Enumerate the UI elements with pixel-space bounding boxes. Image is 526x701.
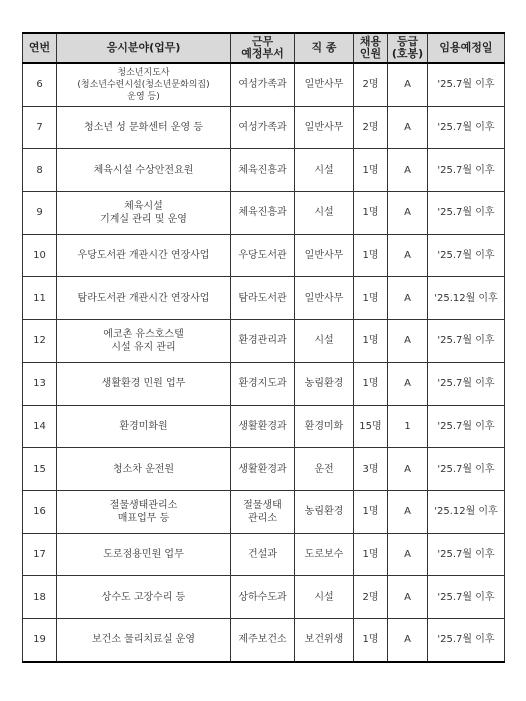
cell-count: 1명	[354, 149, 388, 192]
cell-no: 15	[23, 448, 57, 491]
cell-field-line: 운영 등)	[127, 91, 160, 102]
cell-no: 19	[23, 618, 57, 661]
cell-dept-line: 생활환경과	[238, 420, 287, 432]
cell-dept-line: 환경지도과	[238, 378, 287, 390]
cell-grade: A	[388, 320, 428, 363]
recruitment-table	[22, 32, 505, 663]
table-body	[23, 63, 505, 662]
cell-field	[57, 234, 231, 277]
cell-field-line: 탐라도서관 개관시간 연장사업	[77, 292, 210, 304]
cell-grade: A	[388, 362, 428, 405]
header-dept-line-1: 근무	[251, 35, 274, 48]
cell-date: '25.7월 이후	[428, 576, 505, 619]
cell-field	[57, 448, 231, 491]
cell-date: '25.7월 이후	[428, 149, 505, 192]
cell-job: 보건위생	[295, 618, 354, 661]
table-row	[23, 277, 505, 320]
cell-date: '25.7월 이후	[428, 192, 505, 235]
cell-job: 시설	[295, 192, 354, 235]
cell-date: '25.7월 이후	[428, 63, 505, 106]
cell-dept	[231, 362, 295, 405]
cell-field-line: 우당도서관 개관시간 연장사업	[77, 250, 210, 262]
cell-dept-line: 환경관리과	[238, 335, 287, 347]
cell-dept	[231, 448, 295, 491]
cell-job: 시설	[295, 320, 354, 363]
cell-field	[57, 405, 231, 448]
cell-job: 운전	[295, 448, 354, 491]
header-job: 직 종	[295, 33, 354, 63]
cell-count: 2명	[354, 63, 388, 106]
cell-field	[57, 192, 231, 235]
header-no: 연번	[23, 33, 57, 63]
cell-field-line: 기계실 관리 및 운영	[100, 213, 187, 225]
cell-field	[57, 277, 231, 320]
header-row	[23, 33, 505, 63]
cell-field	[57, 533, 231, 576]
table-row	[23, 448, 505, 491]
cell-date: '25.7월 이후	[428, 448, 505, 491]
cell-no: 17	[23, 533, 57, 576]
cell-dept	[231, 576, 295, 619]
table-row	[23, 234, 505, 277]
header-date: 임용예정일	[428, 33, 505, 63]
table-row	[23, 106, 505, 149]
header-grade-line-1: 등급	[396, 35, 419, 48]
cell-no: 16	[23, 490, 57, 533]
cell-no: 8	[23, 149, 57, 192]
cell-date: '25.7월 이후	[428, 533, 505, 576]
cell-job: 일반사무	[295, 234, 354, 277]
cell-no: 10	[23, 234, 57, 277]
cell-grade: 1	[388, 405, 428, 448]
header-dept-line-2: 예정부서	[241, 47, 284, 60]
cell-dept	[231, 63, 295, 106]
cell-dept	[231, 234, 295, 277]
cell-field	[57, 106, 231, 149]
cell-field-line: 도로점용민원 업무	[103, 548, 184, 560]
table-row	[23, 362, 505, 405]
cell-count: 1명	[354, 490, 388, 533]
cell-grade: A	[388, 192, 428, 235]
cell-field-line: 체육시설	[124, 200, 163, 212]
cell-count: 2명	[354, 576, 388, 619]
cell-job: 일반사무	[295, 106, 354, 149]
cell-dept-line: 여성가족과	[238, 79, 287, 91]
cell-count: 1명	[354, 277, 388, 320]
cell-dept-line: 체육진흥과	[238, 207, 287, 219]
cell-field-line: 보건소 물리치료실 운영	[92, 634, 195, 646]
cell-field	[57, 362, 231, 405]
cell-dept	[231, 490, 295, 533]
cell-grade: A	[388, 533, 428, 576]
cell-dept	[231, 149, 295, 192]
cell-job: 농림환경	[295, 362, 354, 405]
cell-dept	[231, 277, 295, 320]
header-count-line-1: 채용	[359, 35, 382, 48]
cell-count: 1명	[354, 320, 388, 363]
cell-grade: A	[388, 448, 428, 491]
cell-grade: A	[388, 618, 428, 661]
table-row	[23, 533, 505, 576]
header-grade	[388, 33, 428, 63]
header-field: 응시분야(업무)	[57, 33, 231, 63]
table-row	[23, 490, 505, 533]
header-dept	[231, 33, 295, 63]
cell-no: 18	[23, 576, 57, 619]
cell-count: 1명	[354, 234, 388, 277]
cell-field-line: (청소년수련시설(청소년문화의집)	[77, 79, 210, 90]
cell-count: 1명	[354, 618, 388, 661]
cell-job: 일반사무	[295, 277, 354, 320]
cell-grade: A	[388, 576, 428, 619]
header-grade-line-2: (호봉)	[391, 47, 424, 60]
cell-count: 15명	[354, 405, 388, 448]
cell-field	[57, 618, 231, 661]
cell-job: 도로보수	[295, 533, 354, 576]
cell-dept-line: 체육진흥과	[238, 164, 287, 176]
cell-field-line: 시설 유지 관리	[111, 341, 176, 353]
cell-field-line: 청소차 운전원	[112, 463, 175, 475]
cell-grade: A	[388, 234, 428, 277]
cell-grade: A	[388, 277, 428, 320]
table-row	[23, 63, 505, 106]
header-count	[354, 33, 388, 63]
cell-grade: A	[388, 149, 428, 192]
cell-job: 농림환경	[295, 490, 354, 533]
cell-field-line: 에코촌 유스호스텔	[103, 328, 184, 340]
cell-date: '25.7월 이후	[428, 405, 505, 448]
cell-field	[57, 63, 231, 106]
cell-no: 13	[23, 362, 57, 405]
cell-no: 6	[23, 63, 57, 106]
cell-no: 7	[23, 106, 57, 149]
cell-count: 2명	[354, 106, 388, 149]
cell-count: 1명	[354, 192, 388, 235]
cell-grade: A	[388, 63, 428, 106]
table-row	[23, 576, 505, 619]
cell-no: 9	[23, 192, 57, 235]
cell-dept-line: 관리소	[248, 512, 277, 524]
table-row	[23, 618, 505, 661]
cell-count: 1명	[354, 533, 388, 576]
cell-no: 11	[23, 277, 57, 320]
cell-dept	[231, 106, 295, 149]
table-row	[23, 320, 505, 363]
cell-field-line: 절물생태관리소	[109, 499, 178, 511]
cell-no: 14	[23, 405, 57, 448]
table-header	[23, 33, 505, 63]
cell-date: '25.7월 이후	[428, 618, 505, 661]
cell-dept-line: 생활환경과	[238, 463, 287, 475]
cell-grade: A	[388, 106, 428, 149]
cell-field-line: 환경미화원	[119, 420, 168, 432]
cell-dept-line: 여성가족과	[238, 122, 287, 134]
cell-dept	[231, 192, 295, 235]
cell-field-line: 청소년 성 문화센터 운영 등	[84, 122, 203, 134]
cell-date: '25.7월 이후	[428, 362, 505, 405]
table-row	[23, 149, 505, 192]
cell-dept	[231, 618, 295, 661]
cell-field	[57, 149, 231, 192]
table-row	[23, 192, 505, 235]
cell-date: '25.7월 이후	[428, 234, 505, 277]
cell-date: '25.7월 이후	[428, 106, 505, 149]
cell-dept-line: 상하수도과	[238, 591, 287, 603]
cell-field	[57, 320, 231, 363]
cell-date: '25.12월 이후	[428, 490, 505, 533]
table-row	[23, 405, 505, 448]
cell-dept	[231, 405, 295, 448]
cell-field-line: 체육시설 수상안전요원	[93, 164, 194, 176]
cell-dept-line: 우당도서관	[238, 250, 287, 262]
header-count-line-2: 인원	[359, 47, 382, 60]
cell-count: 1명	[354, 362, 388, 405]
cell-field-line: 생활환경 민원 업무	[101, 378, 186, 390]
cell-job: 일반사무	[295, 63, 354, 106]
cell-field-line: 상수도 고장수리 등	[101, 591, 186, 603]
cell-dept	[231, 533, 295, 576]
cell-job: 시설	[295, 149, 354, 192]
cell-grade: A	[388, 490, 428, 533]
cell-date: '25.7월 이후	[428, 320, 505, 363]
cell-dept-line: 탐라도서관	[238, 292, 287, 304]
cell-no: 12	[23, 320, 57, 363]
cell-count: 3명	[354, 448, 388, 491]
cell-dept-line: 절물생태	[243, 499, 282, 511]
cell-job: 환경미화	[295, 405, 354, 448]
cell-dept-line: 제주보건소	[238, 634, 287, 646]
cell-field	[57, 490, 231, 533]
cell-date: '25.12월 이후	[428, 277, 505, 320]
cell-field	[57, 576, 231, 619]
cell-field-line: 청소년지도사	[117, 67, 170, 78]
cell-job: 시설	[295, 576, 354, 619]
cell-dept-line: 건설과	[248, 548, 277, 560]
cell-dept	[231, 320, 295, 363]
cell-field-line: 매표업무 등	[117, 512, 170, 524]
